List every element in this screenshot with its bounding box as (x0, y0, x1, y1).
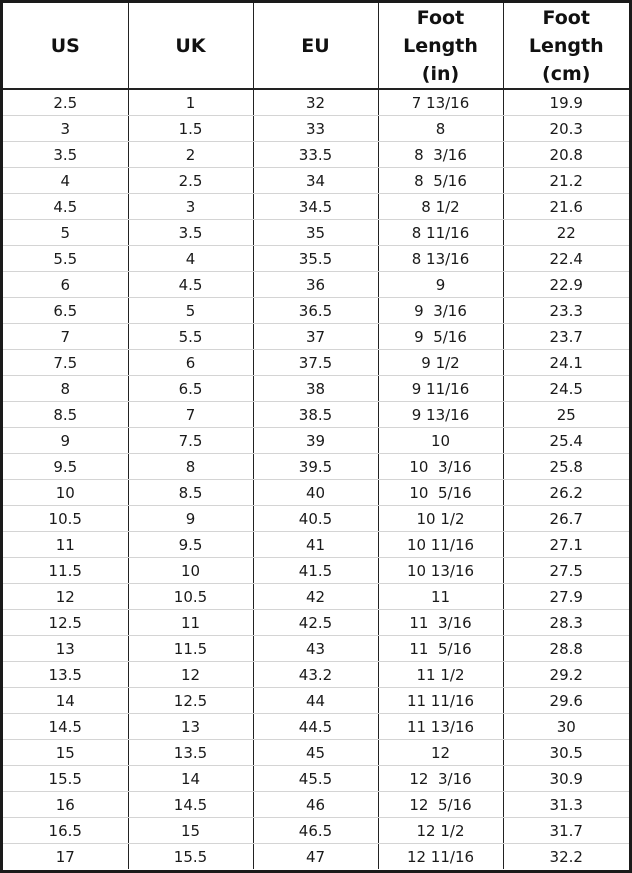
foot-length-cm-cell: 27.9 (503, 584, 629, 610)
foot-length-in-cell: 11 5/16 (378, 636, 503, 662)
us-size-cell: 11 (3, 532, 128, 558)
header-row (3, 3, 629, 89)
foot-length-in-cell: 10 1/2 (378, 506, 503, 532)
us-size-cell: 5.5 (3, 246, 128, 272)
uk-size-cell: 12 (128, 662, 253, 688)
foot-length-in-cell: 10 5/16 (378, 480, 503, 506)
eu-size-cell: 35.5 (253, 246, 378, 272)
foot-length-in-cell: 11 1/2 (378, 662, 503, 688)
table-row (3, 818, 629, 844)
foot-length-in-cell: 10 (378, 428, 503, 454)
uk-size-cell: 2 (128, 142, 253, 168)
foot-length-in-cell: 9 (378, 272, 503, 298)
us-size-cell: 14 (3, 688, 128, 714)
uk-size-cell: 14 (128, 766, 253, 792)
table-header (3, 3, 629, 89)
foot-length-in-cell: 8 3/16 (378, 142, 503, 168)
eu-size-cell: 45.5 (253, 766, 378, 792)
foot-length-cm-cell: 28.3 (503, 610, 629, 636)
uk-size-cell: 9 (128, 506, 253, 532)
foot-length-in-cell: 11 11/16 (378, 688, 503, 714)
uk-size-cell: 6.5 (128, 376, 253, 402)
table-row (3, 714, 629, 740)
table-row (3, 89, 629, 116)
uk-size-cell: 14.5 (128, 792, 253, 818)
foot-length-in-cell: 7 13/16 (378, 89, 503, 116)
foot-length-cm-cell: 31.3 (503, 792, 629, 818)
us-size-cell: 14.5 (3, 714, 128, 740)
eu-size-cell: 33.5 (253, 142, 378, 168)
foot-length-cm-cell: 22.4 (503, 246, 629, 272)
foot-length-cm-cell: 28.8 (503, 636, 629, 662)
us-size-cell: 7 (3, 324, 128, 350)
uk-size-cell: 4.5 (128, 272, 253, 298)
foot-length-in-cell: 12 5/16 (378, 792, 503, 818)
foot-length-cm-cell: 24.1 (503, 350, 629, 376)
foot-length-cm-cell: 27.5 (503, 558, 629, 584)
foot-length-cm-cell: 21.2 (503, 168, 629, 194)
us-size-cell: 9.5 (3, 454, 128, 480)
eu-size-cell: 41.5 (253, 558, 378, 584)
foot-length-cm-cell: 31.7 (503, 818, 629, 844)
eu-size-cell: 37.5 (253, 350, 378, 376)
table-row (3, 350, 629, 376)
uk-size-cell: 13.5 (128, 740, 253, 766)
eu-size-cell: 39 (253, 428, 378, 454)
uk-size-cell: 7 (128, 402, 253, 428)
uk-size-cell: 11.5 (128, 636, 253, 662)
foot-length-in-cell: 8 5/16 (378, 168, 503, 194)
eu-size-cell: 42.5 (253, 610, 378, 636)
table-row (3, 662, 629, 688)
table-row (3, 454, 629, 480)
eu-size-cell: 45 (253, 740, 378, 766)
us-size-cell: 6 (3, 272, 128, 298)
foot-length-cm-cell: 29.6 (503, 688, 629, 714)
us-size-cell: 6.5 (3, 298, 128, 324)
table-row (3, 194, 629, 220)
foot-length-in-cell: 12 (378, 740, 503, 766)
foot-length-cm-cell: 26.2 (503, 480, 629, 506)
us-size-cell: 16 (3, 792, 128, 818)
table-row (3, 402, 629, 428)
us-size-cell: 3 (3, 116, 128, 142)
us-size-cell: 8.5 (3, 402, 128, 428)
foot-length-in-cell: 12 1/2 (378, 818, 503, 844)
foot-length-cm-cell: 30 (503, 714, 629, 740)
uk-size-cell: 7.5 (128, 428, 253, 454)
table-row (3, 844, 629, 870)
foot-length-in-cell: 12 11/16 (378, 844, 503, 870)
us-size-cell: 15 (3, 740, 128, 766)
table-row (3, 220, 629, 246)
foot-length-cm-cell: 20.8 (503, 142, 629, 168)
uk-size-cell: 1.5 (128, 116, 253, 142)
us-size-cell: 8 (3, 376, 128, 402)
uk-size-cell: 13 (128, 714, 253, 740)
eu-size-cell: 33 (253, 116, 378, 142)
us-size-cell: 11.5 (3, 558, 128, 584)
foot-length-cm-cell: 23.7 (503, 324, 629, 350)
foot-length-in-cell: 11 (378, 584, 503, 610)
eu-size-cell: 43 (253, 636, 378, 662)
eu-size-cell: 41 (253, 532, 378, 558)
foot-length-cm-cell: 30.5 (503, 740, 629, 766)
eu-size-cell: 38 (253, 376, 378, 402)
us-size-cell: 9 (3, 428, 128, 454)
shoe-size-table (3, 3, 629, 869)
foot-length-cm-cell: 25.8 (503, 454, 629, 480)
table-row (3, 688, 629, 714)
foot-length-cm-cell: 21.6 (503, 194, 629, 220)
header-foot-length-in: Foot Length (in) (378, 3, 503, 89)
table-row (3, 532, 629, 558)
eu-size-cell: 46.5 (253, 818, 378, 844)
eu-size-cell: 46 (253, 792, 378, 818)
us-size-cell: 5 (3, 220, 128, 246)
foot-length-in-cell: 10 13/16 (378, 558, 503, 584)
uk-size-cell: 3.5 (128, 220, 253, 246)
table-row (3, 480, 629, 506)
table-row (3, 792, 629, 818)
uk-size-cell: 6 (128, 350, 253, 376)
eu-size-cell: 36.5 (253, 298, 378, 324)
table-row (3, 246, 629, 272)
us-size-cell: 10.5 (3, 506, 128, 532)
us-size-cell: 13 (3, 636, 128, 662)
foot-length-cm-cell: 22.9 (503, 272, 629, 298)
eu-size-cell: 44.5 (253, 714, 378, 740)
us-size-cell: 4.5 (3, 194, 128, 220)
us-size-cell: 10 (3, 480, 128, 506)
foot-length-cm-cell: 23.3 (503, 298, 629, 324)
table-row (3, 506, 629, 532)
table-row (3, 116, 629, 142)
uk-size-cell: 4 (128, 246, 253, 272)
table-row (3, 376, 629, 402)
uk-size-cell: 11 (128, 610, 253, 636)
eu-size-cell: 44 (253, 688, 378, 714)
table-row (3, 558, 629, 584)
table-row (3, 636, 629, 662)
header-foot-length-cm: Foot Length (cm) (503, 3, 629, 89)
foot-length-in-cell: 10 11/16 (378, 532, 503, 558)
uk-size-cell: 15 (128, 818, 253, 844)
foot-length-cm-cell: 24.5 (503, 376, 629, 402)
eu-size-cell: 40 (253, 480, 378, 506)
uk-size-cell: 10 (128, 558, 253, 584)
eu-size-cell: 34 (253, 168, 378, 194)
uk-size-cell: 10.5 (128, 584, 253, 610)
table-row (3, 324, 629, 350)
eu-size-cell: 37 (253, 324, 378, 350)
foot-length-cm-cell: 29.2 (503, 662, 629, 688)
foot-length-in-cell: 9 1/2 (378, 350, 503, 376)
table-row (3, 740, 629, 766)
foot-length-in-cell: 9 5/16 (378, 324, 503, 350)
uk-size-cell: 8 (128, 454, 253, 480)
eu-size-cell: 47 (253, 844, 378, 870)
foot-length-cm-cell: 26.7 (503, 506, 629, 532)
table-row (3, 272, 629, 298)
foot-length-in-cell: 9 3/16 (378, 298, 503, 324)
uk-size-cell: 3 (128, 194, 253, 220)
eu-size-cell: 34.5 (253, 194, 378, 220)
table-row (3, 428, 629, 454)
uk-size-cell: 9.5 (128, 532, 253, 558)
eu-size-cell: 39.5 (253, 454, 378, 480)
us-size-cell: 13.5 (3, 662, 128, 688)
us-size-cell: 4 (3, 168, 128, 194)
header-us: US (3, 3, 128, 89)
foot-length-cm-cell: 20.3 (503, 116, 629, 142)
table-row (3, 610, 629, 636)
foot-length-in-cell: 11 3/16 (378, 610, 503, 636)
us-size-cell: 3.5 (3, 142, 128, 168)
us-size-cell: 15.5 (3, 766, 128, 792)
foot-length-cm-cell: 32.2 (549, 847, 583, 866)
foot-length-cm-cell: 25 (503, 402, 629, 428)
eu-size-cell: 43.2 (253, 662, 378, 688)
foot-length-cm-cell: 27.1 (503, 532, 629, 558)
us-size-cell: 16.5 (3, 818, 128, 844)
foot-length-in-cell: 8 1/2 (378, 194, 503, 220)
uk-size-cell: 5 (128, 298, 253, 324)
uk-size-cell: 5.5 (128, 324, 253, 350)
foot-length-cm-cell: 25.4 (503, 428, 629, 454)
uk-size-cell: 12.5 (128, 688, 253, 714)
foot-length-cm-cell: 22 (503, 220, 629, 246)
uk-size-cell: 8.5 (128, 480, 253, 506)
eu-size-cell: 36 (253, 272, 378, 298)
foot-length-in-cell: 9 11/16 (378, 376, 503, 402)
foot-length-in-cell: 11 13/16 (378, 714, 503, 740)
eu-size-cell: 40.5 (253, 506, 378, 532)
us-size-cell: 17 (3, 844, 128, 870)
table-row (3, 142, 629, 168)
foot-length-in-cell: 9 13/16 (378, 402, 503, 428)
header-uk: UK (128, 3, 253, 89)
header-eu: EU (253, 3, 378, 89)
table-body (3, 89, 629, 869)
foot-length-in-cell: 8 13/16 (378, 246, 503, 272)
us-size-cell: 2.5 (3, 89, 128, 116)
eu-size-cell: 42 (253, 584, 378, 610)
foot-length-in-cell: 12 3/16 (378, 766, 503, 792)
uk-size-cell: 2.5 (128, 168, 253, 194)
table-row (3, 766, 629, 792)
foot-length-in-cell: 8 (378, 116, 503, 142)
table-row (3, 584, 629, 610)
eu-size-cell: 38.5 (253, 402, 378, 428)
uk-size-cell: 15.5 (128, 844, 253, 870)
us-size-cell: 7.5 (3, 350, 128, 376)
eu-size-cell: 35 (253, 220, 378, 246)
table-row (3, 298, 629, 324)
foot-length-in-cell: 8 11/16 (378, 220, 503, 246)
foot-length-cm-cell: 30.9 (503, 766, 629, 792)
uk-size-cell: 1 (128, 89, 253, 116)
us-size-cell: 12.5 (3, 610, 128, 636)
foot-length-cm-cell: 19.9 (503, 89, 629, 116)
eu-size-cell: 32 (253, 89, 378, 116)
table-row (3, 168, 629, 194)
us-size-cell: 12 (3, 584, 128, 610)
foot-length-in-cell: 10 3/16 (378, 454, 503, 480)
